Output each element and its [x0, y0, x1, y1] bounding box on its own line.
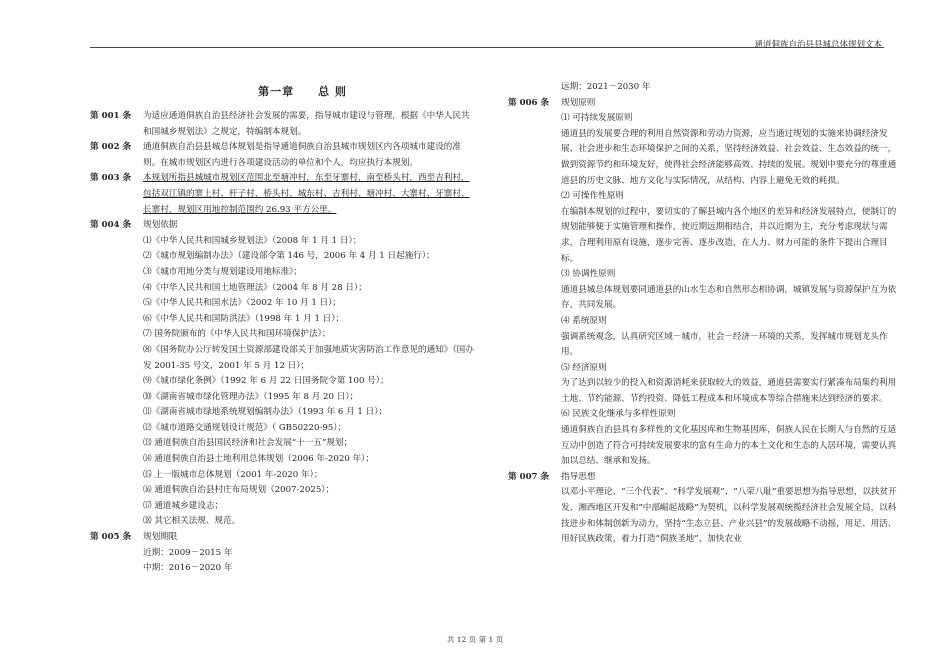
list-item: ⑵《城市规划编制办法》（建设部令第 146 号，2006 年 4 月 1 日起施行）； — [143, 251, 435, 262]
article-003 — [90, 171, 475, 218]
principle-text: 为了达到以较少的投入和资源消耗来获取较大的效益，通道县需要实行紧凑布局集约利用土地、节约能源、节约投资、降低工程成本和环境成本等综合措施来达到经济的要求。 — [561, 378, 897, 404]
principle-text: 强调系统观念，认真研究区域－城市，社会－经济－环境的关系，发挥城市规划龙头作用。 — [561, 331, 888, 358]
article-number: 第 004 条 — [90, 220, 132, 231]
list-item: ⑷《中华人民共和国土地管理法》（2004 年 8 月 28 日）； — [143, 282, 367, 293]
article-number: 第 005 条 — [90, 532, 132, 543]
basis-list — [90, 234, 475, 530]
list-item: ⑻《国务院办公厅转发国土资源部建设部关于加强地质灾害防治工作意见的通知》（国办发 2001-35 号文，2001 年 5 月 12 日）； — [143, 344, 474, 371]
article-number: 第 006 条 — [508, 97, 550, 108]
list-item: ⒀ 通道侗族自治县国民经济和社会发展“十一五”规划； — [143, 438, 353, 449]
list-item: ⑸《中华人民共和国水法》（2002 年 10 月 1 日）； — [143, 298, 342, 309]
principle-heading: ⑷ 系统原则 — [561, 315, 607, 326]
principle-text: 在编制本规划的过程中，要切实的了解县城内各个地区的差异和经济发展特点，使制订的规划能够便于实施管理和操作，使近期远期相结合，并以近期为主，充分考虑现状与需求，合理利用原有设施，逐步完善、逐步改造，在人力、财力可能的条件下提出合理目标。 — [561, 206, 897, 264]
principle-heading: ⑵ 可操作性原则 — [561, 191, 624, 202]
article-004 — [90, 218, 475, 234]
period-long-term: 远期：2021－2030 年 — [561, 82, 651, 92]
list-item: ⑿《城市道路交通规划设计规范》（ GB50220-95）； — [143, 422, 347, 433]
principles-list — [508, 111, 898, 470]
page-footer: 共 12 页 第 1 页 — [446, 635, 504, 644]
page-header — [0, 0, 950, 50]
list-item: ⑽《湖南省城市绿化管理办法》（1995 年 8 月 20 日）； — [143, 391, 359, 402]
article-007 — [508, 470, 898, 486]
list-item: ⒂ 上一版城市总体规划（2001 年-2020 年）； — [143, 469, 323, 480]
list-item: ⒃ 通道侗族自治县村庄布局规划（2007-2025）； — [143, 485, 335, 496]
article-001 — [90, 109, 475, 140]
article-number: 第 007 条 — [508, 471, 550, 482]
article-text: 通道侗族自治县县城总体规划是指导通道侗族自治县城市规划区内各项城市建设的准则。在城市规划区内进行各项建设活动的单位和个人，均应执行本规划。 — [143, 142, 461, 168]
header-divider — [90, 47, 884, 48]
document-title: 通道侗族自治县县城总体规划文本 — [754, 40, 882, 50]
list-item: ⒁ 通道侗族自治县土地利用总体规划（2006 年-2020 年）； — [143, 454, 375, 465]
list-item: ⑺ 国务院颁布的《中华人民共和国环境保护法》； — [143, 329, 331, 340]
article-005 — [90, 530, 475, 546]
list-item: ⑼《城市绿化条例》（1992 年 6 月 22 日国务院令第 100 号）； — [143, 376, 389, 387]
article-title: 规划依据 — [143, 220, 178, 231]
chapter-title: 第一章 总 则 — [258, 85, 347, 98]
list-item: ⑹《中华人民共和国防洪法》（1998 年 1 月 1 日）； — [143, 313, 345, 324]
list-item: ⑶《城市用地分类与规划建设用地标准》； — [143, 266, 302, 277]
right-column — [508, 80, 898, 548]
article-title: 规划期限 — [143, 532, 178, 543]
article-title: 规划原则 — [561, 97, 596, 108]
period-list — [90, 546, 475, 577]
guiding-thought-text: 以邓小平理论、“三个代表”、“科学发展观”、“八荣八耻”重要思想为指导思想，以扶贫开发、湘西地区开发和“中部崛起战略”为契机，以科学发展观统揽经济社会发展全局，以科技进步和体制创新为动力，坚持“生态立县、产业兴县”的发展战略不动摇，用足、用活、用好民族政策，着力打造“侗族圣地”，加快农业 — [561, 487, 897, 545]
article-number: 第 001 条 — [90, 111, 132, 121]
left-column — [90, 84, 475, 577]
article-text: 为适应通道侗族自治县经济社会发展的需要，指导城市建设与管理，根据《中华人民共和国城乡规划法》之规定，特编制本规划。 — [143, 111, 470, 137]
list-item: 近期：2009－2015 年 — [143, 547, 233, 558]
list-item: 中期：2016－2020 年 — [143, 563, 233, 574]
article-title: 指导思想 — [561, 471, 596, 482]
article-006 — [508, 96, 898, 112]
principle-heading: ⑴ 可持续发展原则 — [561, 113, 633, 124]
principle-text: 通道县的发展要合理的利用自然资源和劳动力资源，应当通过规划的实施来协调经济发展、社会进步和生态环境保护之间的关系，坚持经济效益、社会效益、生态效益的统一，做到资源节约和环境友好，使得社会经济能够高效、持续的发展。规划中要充分的尊重通道县的历史文脉、地方文化与实际情况，从结构、内容上避免无效的耗损。 — [561, 128, 897, 186]
principle-text: 通道县城总体规划要同通道县的山水生态和自然形态相协调，城镇发展与资源保护互为依存，共同发展。 — [561, 284, 897, 311]
article-number: 第 002 条 — [90, 142, 132, 153]
article-text: 本规划所指县城城市规划区范围北至塘冲村，东至牙寨村，南至桥头村，西至吉利村，包括双江镇的寨上村、杆子村、桥头村、城东村、吉利村、塘冲村、大寨村、牙寨村、长寨村，规划区用地控制范围约 26.93 平方公里。 — [143, 173, 470, 215]
list-item: ⑴《中华人民共和国城乡规划法》（2008 年 1 月 1 日）； — [143, 235, 362, 246]
list-item: ⒅ 其它相关法规、规范。 — [143, 516, 241, 527]
principle-heading: ⑸ 经济原则 — [561, 362, 607, 373]
principle-text: 通道侗族自治县具有多样性的文化基因库和生物基因库，侗族人民在长期人与自然的互适互动中创造了符合可持续发展要求的富有生命力的本土文化和生态的人居环境，需要认真加以总结、继承和发扬。 — [561, 425, 897, 467]
principle-heading: ⑶ 协调性原则 — [561, 269, 616, 280]
principle-heading: ⑹ 民族文化继承与多样性原则 — [561, 409, 676, 420]
article-number: 第 003 条 — [90, 173, 132, 184]
article-002 — [90, 140, 475, 171]
list-item: ⑾《湖南省城市绿地系统规划编制办法》（1993 年 6 月 1 日）； — [143, 407, 388, 418]
list-item: ⒄ 通道城乡建设志； — [143, 500, 224, 511]
